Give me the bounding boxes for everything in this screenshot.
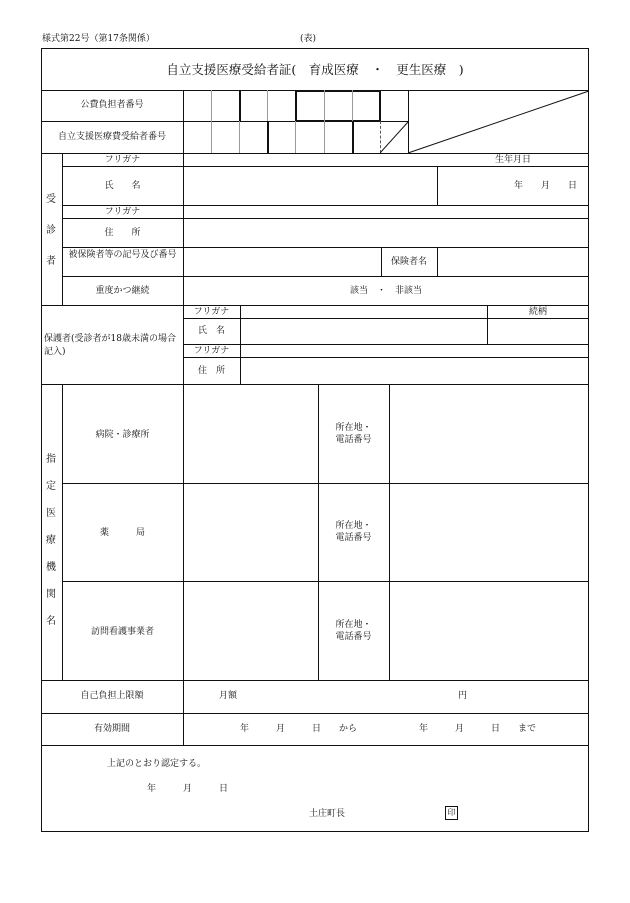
insurance-number-label: 被保険者等の記号及び番号 xyxy=(68,250,177,260)
birthdate-format: 年 月 日 xyxy=(514,181,578,191)
side-label: (表) xyxy=(300,34,317,44)
institution-section-label: 指 定 医 療 機 関 名 xyxy=(46,454,56,627)
rule xyxy=(62,247,589,248)
pharmacy-phone-label: 電話番号 xyxy=(335,533,372,543)
validity-period-label: 有効期間 xyxy=(93,724,130,734)
rule xyxy=(183,357,589,358)
unused-area-diagonal xyxy=(380,90,590,154)
seal-mark: 印 xyxy=(445,806,458,820)
insurer-name-label: 保険者名 xyxy=(390,257,427,267)
guardian-label: 保護者(受診者が18歳未満の場合記入) xyxy=(44,334,176,357)
payer-number-box[interactable] xyxy=(295,90,381,122)
currency-label: 円 xyxy=(458,691,468,701)
rule xyxy=(183,344,589,345)
patient-name-label: 氏 名 xyxy=(104,181,141,191)
digit-divider xyxy=(211,90,212,121)
digit-divider xyxy=(211,121,212,153)
payer-number-label: 公費負担者番号 xyxy=(80,100,144,110)
digit-divider xyxy=(267,90,268,121)
severe-continuous-options[interactable]: 該当 ・ 非該当 xyxy=(349,286,422,296)
rule xyxy=(41,713,589,714)
rule xyxy=(62,276,589,277)
digit-divider xyxy=(267,121,269,153)
digit-divider xyxy=(295,121,296,153)
recipient-number-label: 自立支援医療費受給者番号 xyxy=(57,132,166,142)
issuer-name: 土庄町長 xyxy=(309,809,346,819)
rule xyxy=(62,581,589,582)
rule xyxy=(437,166,438,205)
rule xyxy=(62,483,589,484)
digit-divider xyxy=(239,90,241,121)
guardian-furigana-label: フリガナ xyxy=(193,307,230,317)
digit-divider xyxy=(352,121,354,153)
guardian-name-label: 氏 名 xyxy=(197,326,225,336)
rule xyxy=(41,745,589,746)
validity-from: 年 月 日 から xyxy=(240,724,358,734)
birthdate-label: 生年月日 xyxy=(494,155,531,165)
rule xyxy=(437,247,438,276)
patient-furigana2-label: フリガナ xyxy=(104,207,141,217)
pharmacy-label: 薬 局 xyxy=(99,528,145,538)
home-nursing-address-label: 所在地・ xyxy=(335,620,372,630)
rule xyxy=(183,680,184,745)
copay-limit-label: 自己負担上限額 xyxy=(80,691,144,701)
pharmacy-address-label: 所在地・ xyxy=(335,521,372,531)
rule xyxy=(62,205,589,206)
rule xyxy=(389,384,390,680)
rule xyxy=(183,90,184,306)
guardian-address-label: 住 所 xyxy=(197,366,225,376)
hospital-phone-label: 電話番号 xyxy=(335,435,372,445)
home-nursing-phone-label: 電話番号 xyxy=(335,632,372,642)
hospital-label: 病院・診療所 xyxy=(95,430,150,440)
home-nursing-label: 訪問看護事業者 xyxy=(90,627,154,637)
certification-statement: 上記のとおり認定する。 xyxy=(107,759,207,769)
form-title: 自立支援医療受給者証( 育成医療 ・ 更生医療 ) xyxy=(166,62,464,77)
rule xyxy=(41,680,589,681)
patient-address-label: 住 所 xyxy=(104,228,141,238)
digit-divider xyxy=(239,121,240,153)
rule xyxy=(41,384,589,385)
validity-to: 年 月 日 まで xyxy=(419,724,537,734)
monthly-label: 月額 xyxy=(219,691,238,701)
digit-divider xyxy=(324,90,325,121)
relationship-label: 続柄 xyxy=(528,307,547,317)
guardian-furigana2-label: フリガナ xyxy=(193,346,230,356)
rule xyxy=(183,384,184,680)
patient-section-label: 受 診 者 xyxy=(46,194,56,267)
rule xyxy=(240,305,241,384)
digit-divider xyxy=(324,121,325,153)
form-number: 様式第22号（第17条関係） xyxy=(42,34,155,44)
patient-furigana-label: フリガナ xyxy=(104,155,141,165)
rule xyxy=(41,305,589,306)
certification-date: 年 月 日 xyxy=(147,784,229,794)
severe-continuous-label: 重度かつ継続 xyxy=(95,286,150,296)
digit-divider xyxy=(352,90,353,121)
hospital-address-label: 所在地・ xyxy=(335,423,372,433)
